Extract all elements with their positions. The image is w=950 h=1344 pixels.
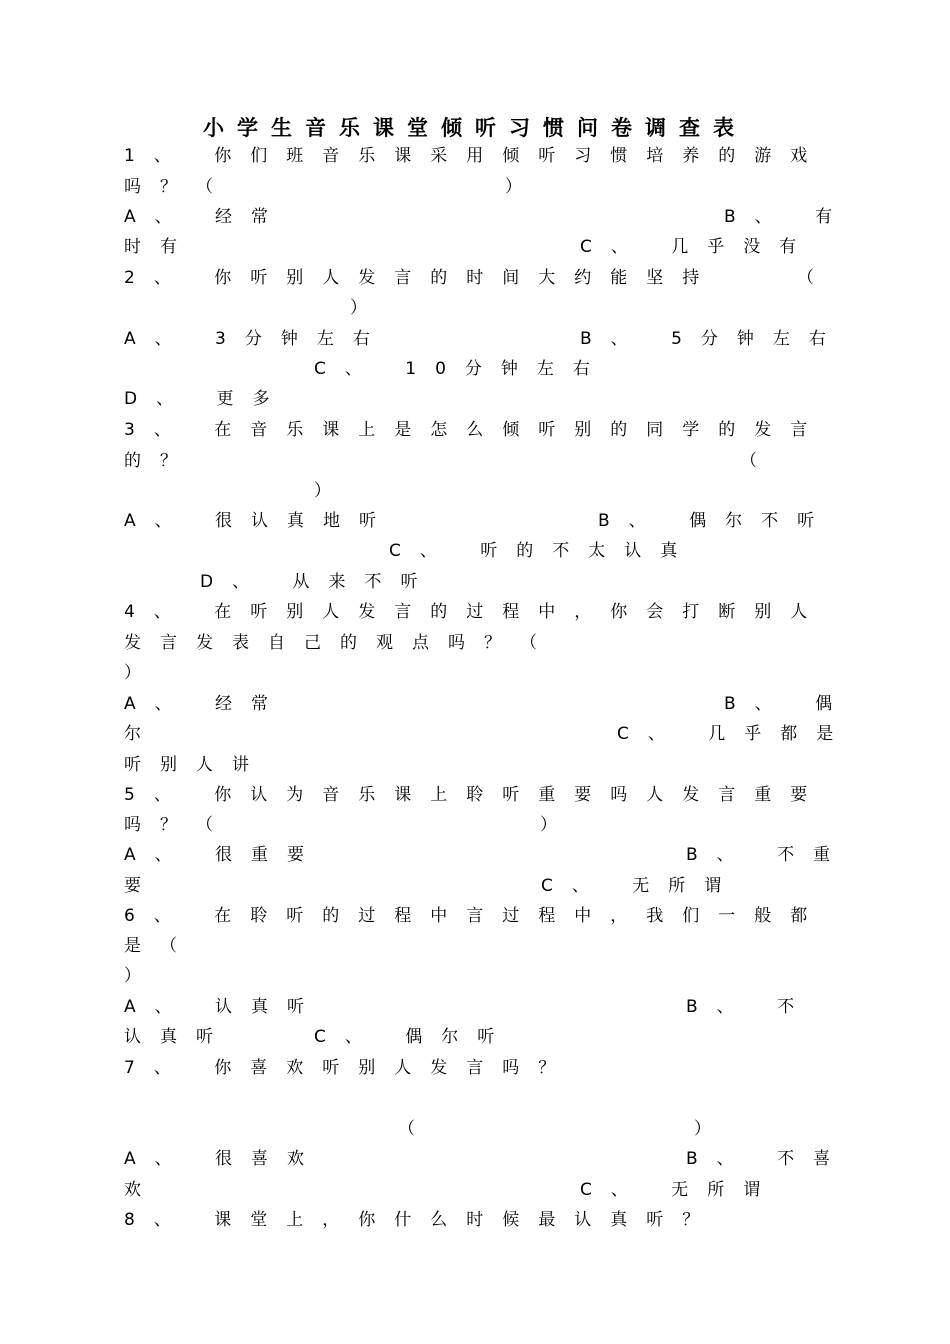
q2-close-paren: ） [350,298,386,318]
q2-option-d: D、 更多 [124,389,289,409]
q5-line1: 5、 你认为音乐课上聆听重要吗人发言重要 [124,785,827,805]
q4-option-b: B、 偶 [724,694,852,714]
q4-line2: 发言发表自己的观点吗？（ [124,633,556,653]
q3-option-b: B、 偶尔不听 [598,511,834,531]
q6-line5: 认真听 [124,1027,232,1047]
q3-option-c: C、 听的不太认真 [389,541,697,561]
q4-option-c: C、 几乎都是 [617,724,853,744]
q2-line1: 2、 你听别人发言的时间大约能坚持 [124,268,719,288]
q1-line4: 时有 [124,237,196,257]
q6-option-b: B、 不 [686,997,814,1017]
q5-line2: 吗？（ [124,815,232,835]
q6-option-c: C、 偶尔听 [314,1027,514,1047]
q2-option-b: B、 5分钟左右 [580,329,845,349]
q5-close-paren: ） [540,815,576,835]
q4-line6: 听别人讲 [124,755,268,775]
q1-line1: 1、 你们班音乐课采用倾听习惯培养的游戏 [124,146,827,166]
q3-line2: 的？ [124,451,196,471]
q3-option-d: D、 从来不听 [200,572,437,592]
q6-close-paren: ） [124,966,160,986]
q1-option-c: C、 几乎没有 [580,237,816,257]
q7-option-a: A、 很喜欢 [124,1149,324,1169]
q5-option-b: B、 不重 [686,845,850,865]
q7-open-paren: （ [398,1119,434,1139]
q3-close-paren: ） [314,481,350,501]
q2-option-c: C、 10分钟左右 [314,359,609,379]
q5-line4: 要 [124,876,160,896]
q5-option-a: A、 很重要 [124,845,324,865]
q3-open-paren: （ [740,451,776,471]
q3-option-a: A、 很认真地听 [124,511,396,531]
q4-line5: 尔 [124,724,160,744]
q4-line1: 4、 在听别人发言的过程中，你会打断别人 [124,602,827,622]
q7-option-b: B、 不喜 [686,1149,850,1169]
q1-option-a: A、 经常 [124,207,288,227]
q6-option-a: A、 认真听 [124,997,324,1017]
q7-close-paren: ） [694,1119,730,1139]
q1-close-paren: ） [505,177,541,197]
q8-line1: 8、 课堂上，你什么时候最认真听？ [124,1210,719,1230]
q3-line1: 3、 在音乐课上是怎么倾听别的同学的发言 [124,420,827,440]
q1-line2: 吗？（ [124,177,232,197]
q1-option-b: B、 有 [724,207,852,227]
q7-line1: 7、 你喜欢听别人发言吗？ [124,1058,575,1078]
q2-option-a: A、 3分钟左右 [124,329,389,349]
q6-line1: 6、 在聆听的过程中言过程中，我们一般都 [124,906,827,926]
q5-option-c: C、 无所谓 [541,876,741,896]
q6-line2: 是（ [124,936,196,956]
q7-line4: 欢 [124,1180,160,1200]
document-title: 小学生音乐课堂倾听习惯问卷调查表 [203,116,747,140]
q4-close-paren: ） [124,663,160,683]
q4-option-a: A、 经常 [124,694,288,714]
q7-option-c: C、 无所谓 [580,1180,780,1200]
q2-open-paren: （ [797,268,833,288]
